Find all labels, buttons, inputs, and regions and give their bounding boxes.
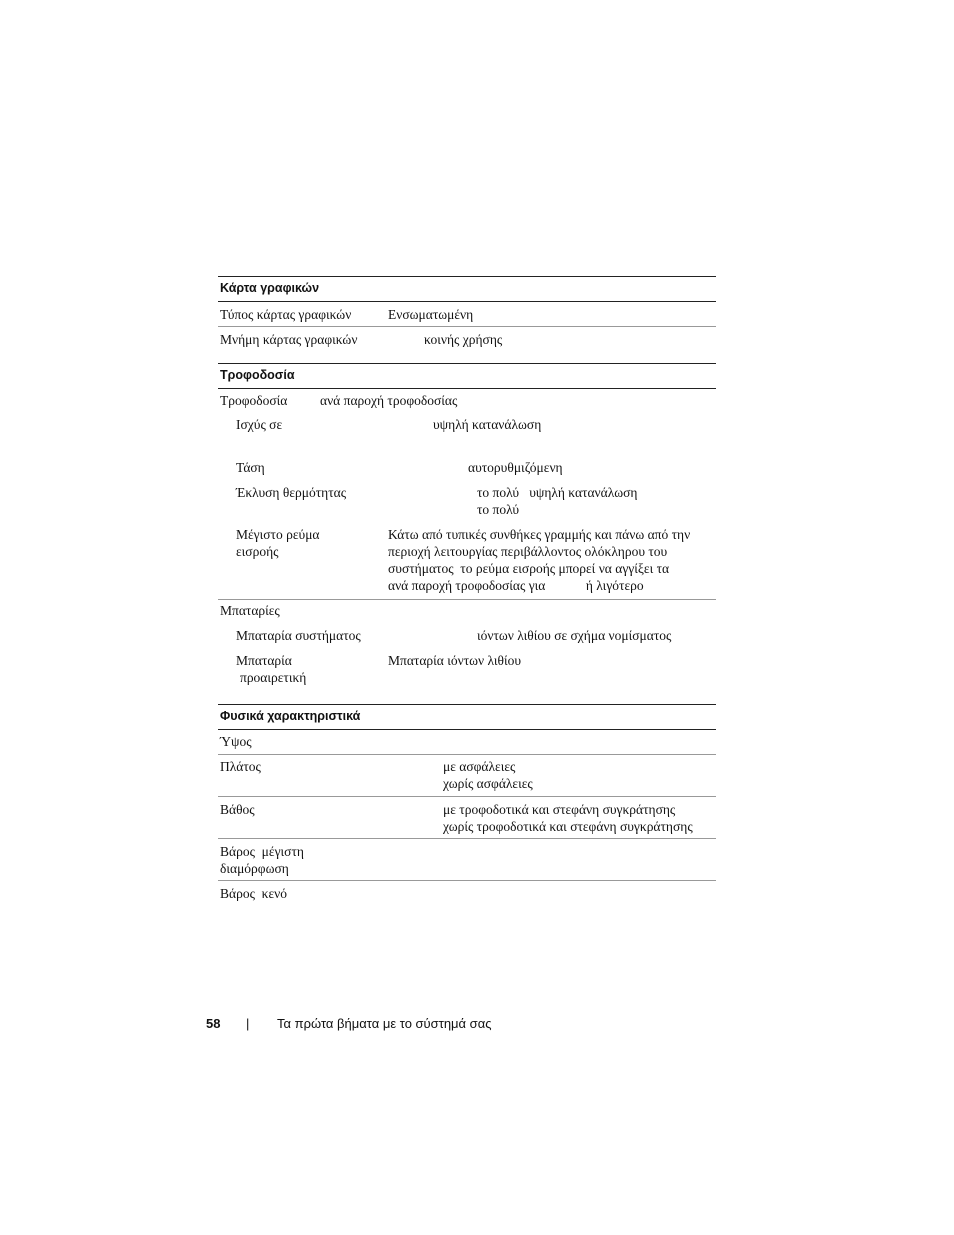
optional-battery-label-1: Μπαταρία	[236, 653, 292, 668]
weight-max-row	[218, 839, 716, 881]
optional-battery-label-2: προαιρετική	[240, 670, 307, 685]
graphics-type-row	[218, 302, 716, 327]
inrush-label-2: εισροής	[236, 544, 279, 559]
section-gap	[218, 351, 716, 363]
depth-value-2: χωρίς τροφοδοτικά και στεφάνη συγκράτησης	[443, 819, 693, 834]
optional-battery-value: Μπαταρία ιόντων λιθίου	[388, 653, 522, 668]
graphics-type-label: Τύπος κάρτας γραφικών	[220, 307, 352, 322]
graphics-memory-label: Μνήμη κάρτας γραφικών	[220, 332, 358, 347]
inrush-value-4: ανά παροχή τροφοδοσίας για ή λιγότερο	[388, 578, 644, 593]
wattage-label: Ισχύς σε	[236, 417, 283, 432]
weight-max-label-1: Βάρος μέγιστη	[220, 844, 304, 859]
batteries-label: Μπαταρίες	[220, 603, 280, 618]
physical-section-heading: Φυσικά χαρακτηριστικά	[218, 704, 716, 730]
inrush-value-3: συστήματος το ρεύμα εισροής μπορεί να αγγίξει τα	[388, 561, 670, 576]
graphics-section-heading: Κάρτα γραφικών	[218, 276, 716, 302]
system-battery-label: Μπαταρία συστήματος	[236, 628, 361, 643]
weight-empty-row	[218, 881, 716, 905]
power-supply-value: ανά παροχή τροφοδοσίας	[320, 393, 458, 408]
width-label: Πλάτος	[220, 759, 261, 774]
width-value-1: με ασφάλειες	[443, 759, 516, 774]
height-label: Ύψος	[220, 734, 252, 749]
depth-value-1: με τροφοδοτικά και στεφάνη συγκράτησης	[443, 802, 676, 817]
spec-table	[218, 276, 716, 905]
inrush-label-1: Μέγιστο ρεύμα	[236, 527, 320, 542]
graphics-type-value: Ενσωματωμένη	[388, 307, 474, 322]
width-value-2: χωρίς ασφάλειες	[443, 776, 533, 791]
heat-value-1: το πολύ υψηλή κατανάλωση	[477, 485, 638, 500]
power-supply-block	[218, 389, 716, 600]
inrush-value-1: Κάτω από τυπικές συνθήκες γραμμής και πάνω από την	[388, 527, 691, 542]
depth-row	[218, 797, 716, 839]
voltage-value: αυτορυθμιζόμενη	[468, 460, 563, 475]
wattage-value: υψηλή κατανάλωση	[433, 417, 542, 432]
graphics-memory-value: κοινής χρήσης	[424, 332, 503, 347]
heat-value-2: το πολύ	[477, 502, 520, 517]
power-section-heading: Τροφοδοσία	[218, 363, 716, 389]
weight-max-label-2: διαμόρφωση	[220, 861, 289, 876]
footer-title: Τα πρώτα βήματα με το σύστημά σας	[277, 1016, 492, 1031]
voltage-label: Τάση	[236, 460, 265, 475]
heat-label: Έκλυση θερμότητας	[236, 485, 347, 500]
power-supply-label: Τροφοδοσία	[220, 393, 288, 408]
depth-label: Βάθος	[220, 802, 255, 817]
graphics-memory-row	[218, 327, 716, 351]
inrush-value-2: περιοχή λειτουργίας περιβάλλοντος ολόκληρου του	[388, 544, 668, 559]
weight-empty-label: Βάρος κενό	[220, 886, 287, 901]
page-number: 58	[206, 1016, 221, 1031]
footer-separator: |	[246, 1016, 250, 1031]
batteries-block	[218, 600, 716, 704]
system-battery-value: ιόντων λιθίου σε σχήμα νομίσματος	[477, 628, 672, 643]
height-row	[218, 730, 716, 755]
width-row	[218, 755, 716, 797]
